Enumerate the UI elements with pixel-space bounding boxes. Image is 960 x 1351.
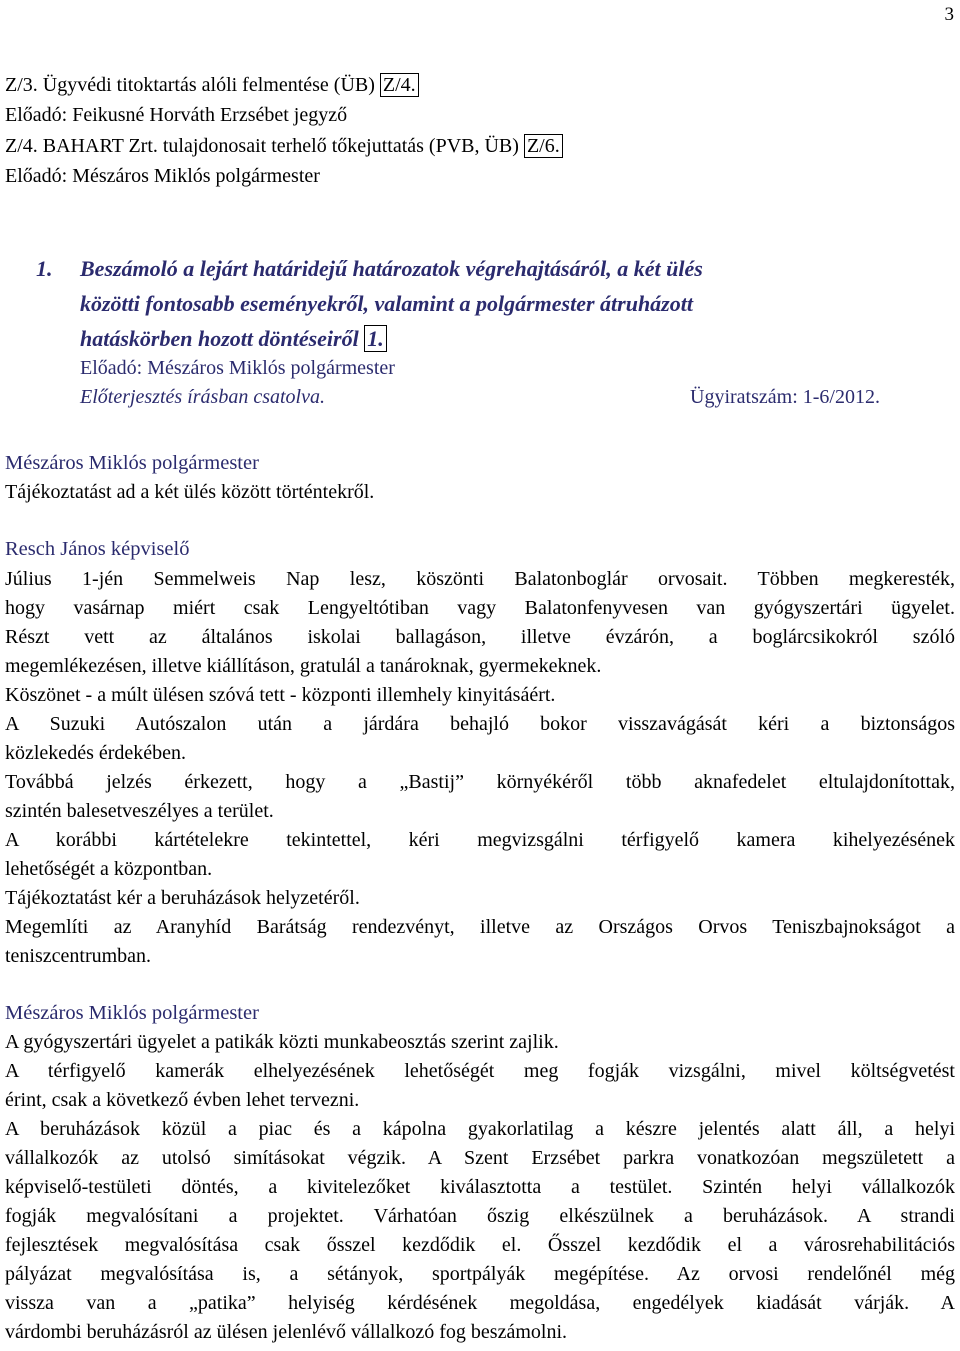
paragraph-line: lehetőségét a központban. <box>5 858 213 880</box>
paragraph-line: fejlesztések megvalósítása csak ősszel kezdődik el. Ősszel kezdődik el a városrehabilitációs <box>5 1234 955 1256</box>
heading-line: közötti fontosabb eseményekről, valamint a polgármester átruházott <box>80 291 693 316</box>
paragraph-line: pályázat megvalósítása is, a sétányok, sportpályák megépítése. Az orvosi rendelőnél még <box>5 1263 955 1285</box>
agenda-heading <box>36 253 703 351</box>
paragraph-line: képviselő-testületi döntés, a kivitelezőket kiválasztotta a testület. Szintén helyi vállalkozók <box>5 1176 955 1198</box>
paragraph-line: vállalkozók az utolsó simításokat végzik. A Szent Erzsébet parkra vonatkozóan megszületett a <box>5 1147 955 1169</box>
speaker-name: Mészáros Miklós polgármester <box>5 452 259 474</box>
paragraph-line: teniszcentrumban. <box>5 945 152 967</box>
attachment-note: Előterjesztés írásban csatolva. <box>80 386 325 408</box>
page-number: 3 <box>944 4 954 25</box>
heading-number: 1. <box>36 256 53 281</box>
paragraph-line: A korábbi kártételekre tekintettel, kéri megvizsgálni térfigyelő kamera kihelyezésének <box>5 829 955 851</box>
paragraph-line: A gyógyszertári ügyelet a patikák közti munkabeosztás szerint zajlik. <box>5 1031 559 1053</box>
paragraph-line: Megemlíti az Aranyhíd Barátság rendezvényt, illetve az Országos Orvos Teniszbajnokságot a <box>5 916 955 938</box>
speaker-name: Resch János képviselő <box>5 538 190 560</box>
agenda-line: Előadó: Feikusné Horváth Erzsébet jegyző <box>5 104 348 126</box>
heading-ref-box: 1. <box>364 325 387 352</box>
heading-presenter: Előadó: Mészáros Miklós polgármester <box>80 357 395 379</box>
paragraph-line: A beruházások közül a piac és a kápolna gyakorlatilag a készre jelentés alatt áll, a helyi <box>5 1118 955 1140</box>
agenda-ref-box: Z/4. <box>380 73 419 97</box>
agenda-ref-box: Z/6. <box>524 134 563 158</box>
paragraph-line: A Suzuki Autószalon után a járdára behajló bokor visszavágását kéri a biztonságos <box>5 713 955 735</box>
paragraph-line: Július 1-jén Semmelweis Nap lesz, köszönti Balatonboglár orvosait. Többen megkeresték, <box>5 568 955 590</box>
paragraph-line: szintén balesetveszélyes a terület. <box>5 800 274 822</box>
paragraph-line: vissza van a „patika” helyiség kérdésének megoldása, engedélyek kiadását várják. A <box>5 1292 955 1314</box>
speaker-name: Mészáros Miklós polgármester <box>5 1002 259 1024</box>
case-number: Ügyiratszám: 1-6/2012. <box>690 386 880 408</box>
heading-attachment-row <box>80 383 940 412</box>
paragraph-line: Továbbá jelzés érkezett, hogy a „Bastij” környékéről több aknafedelet eltulajdonítottak, <box>5 771 955 793</box>
heading-line: hatáskörben hozott döntéseiről 1. <box>80 323 387 355</box>
heading-line: Beszámoló a lejárt határidejű határozatok végrehajtásáról, a két ülés <box>80 256 703 281</box>
paragraph-line: érint, csak a következő évben lehet tervezni. <box>5 1089 360 1111</box>
agenda-line: Előadó: Mészáros Miklós polgármester <box>5 165 320 187</box>
paragraph-line: közlekedés érdekében. <box>5 742 187 764</box>
agenda-line: Z/3. Ügyvédi titoktartás alóli felmentése (ÜB) Z/4. <box>5 71 419 100</box>
agenda-line: Z/4. BAHART Zrt. tulajdonosait terhelő tőkejuttatás (PVB, ÜB) Z/6. <box>5 132 563 161</box>
paragraph-line: hogy vasárnap miért csak Lengyeltótiban vagy Balatonfenyvesen van gyógyszertári ügyelet. <box>5 597 955 619</box>
paragraph-line: A térfigyelő kamerák elhelyezésének lehetőségét meg fogják vizsgálni, mivel költségvetést <box>5 1060 955 1082</box>
paragraph-line: Köszönet - a múlt ülésen szóvá tett - központi illemhely kinyitásáért. <box>5 684 556 706</box>
paragraph-line: Tájékoztatást kér a beruházások helyzetéről. <box>5 887 360 909</box>
paragraph-line: Részt vett az általános iskolai ballagáson, illetve évzárón, a boglárcsikokról szóló <box>5 626 955 648</box>
paragraph-line: fogják megvalósítani a projektet. Várhatóan őszig elkészülnek a beruházások. A strandi <box>5 1205 955 1227</box>
paragraph-line: várdombi beruházásról az ülésen jelenlévő vállalkozó fog beszámolni. <box>5 1321 568 1343</box>
paragraph-line: Tájékoztatást ad a két ülés között történtekről. <box>5 481 375 503</box>
paragraph-line: megemlékezésen, illetve kiállításon, gratulál a tanároknak, gyermekeknek. <box>5 655 602 677</box>
